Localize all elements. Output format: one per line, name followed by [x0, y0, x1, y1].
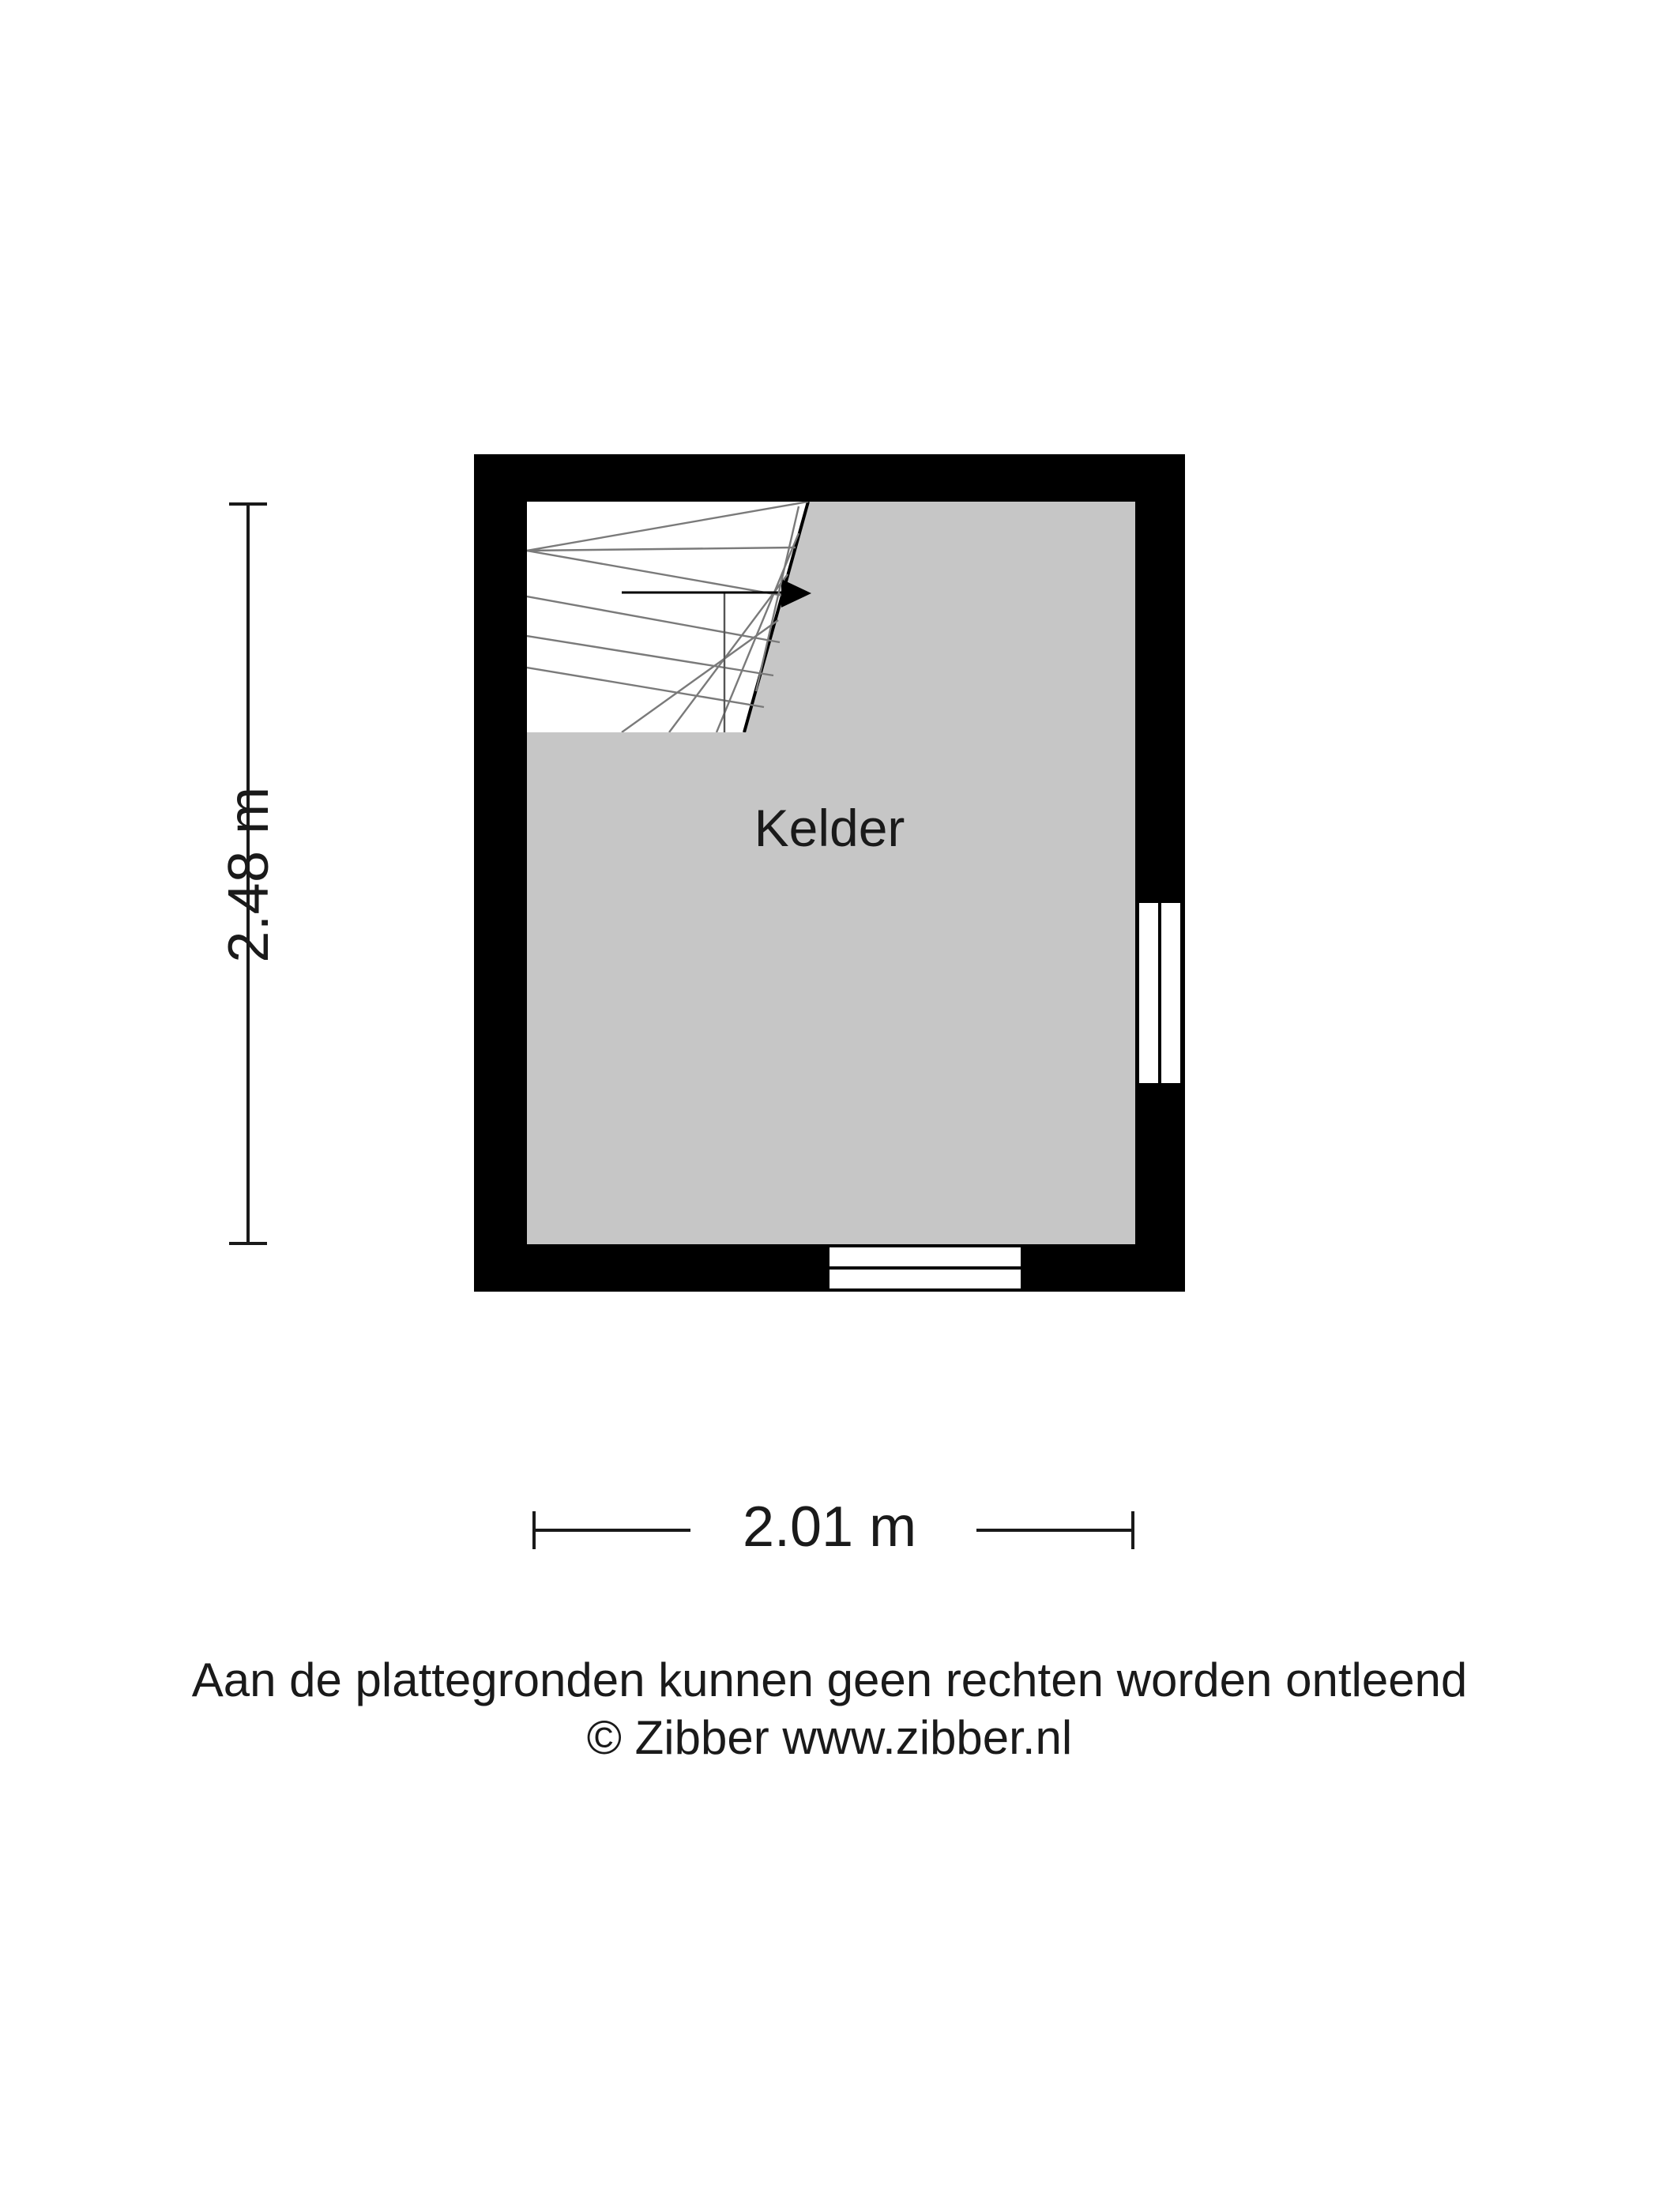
footer-disclaimer: Aan de plattegronden kunnen geen rechten worden ontleend	[191, 1653, 1468, 1706]
dimension-horizontal-line-right	[976, 1529, 1134, 1532]
dimension-vertical	[217, 502, 324, 1245]
room-label-kelder: Kelder	[754, 799, 905, 857]
footer-credit: © Zibber www.zibber.nl	[586, 1711, 1073, 1765]
dimension-vertical-label: 2.48 m	[217, 786, 280, 963]
building-outline	[474, 454, 1185, 1292]
dimension-vertical-bottom-cap	[229, 1242, 267, 1245]
dimension-horizontal-right-cap	[1131, 1511, 1134, 1549]
window-right-icon	[1136, 903, 1183, 1083]
dimension-horizontal	[514, 1477, 1146, 1580]
footer	[0, 1651, 1659, 1766]
dimension-horizontal-line-left	[532, 1529, 690, 1532]
window-bottom-icon	[830, 1244, 1021, 1292]
dimension-horizontal-label: 2.01 m	[742, 1495, 917, 1559]
staircase-icon	[527, 502, 867, 732]
